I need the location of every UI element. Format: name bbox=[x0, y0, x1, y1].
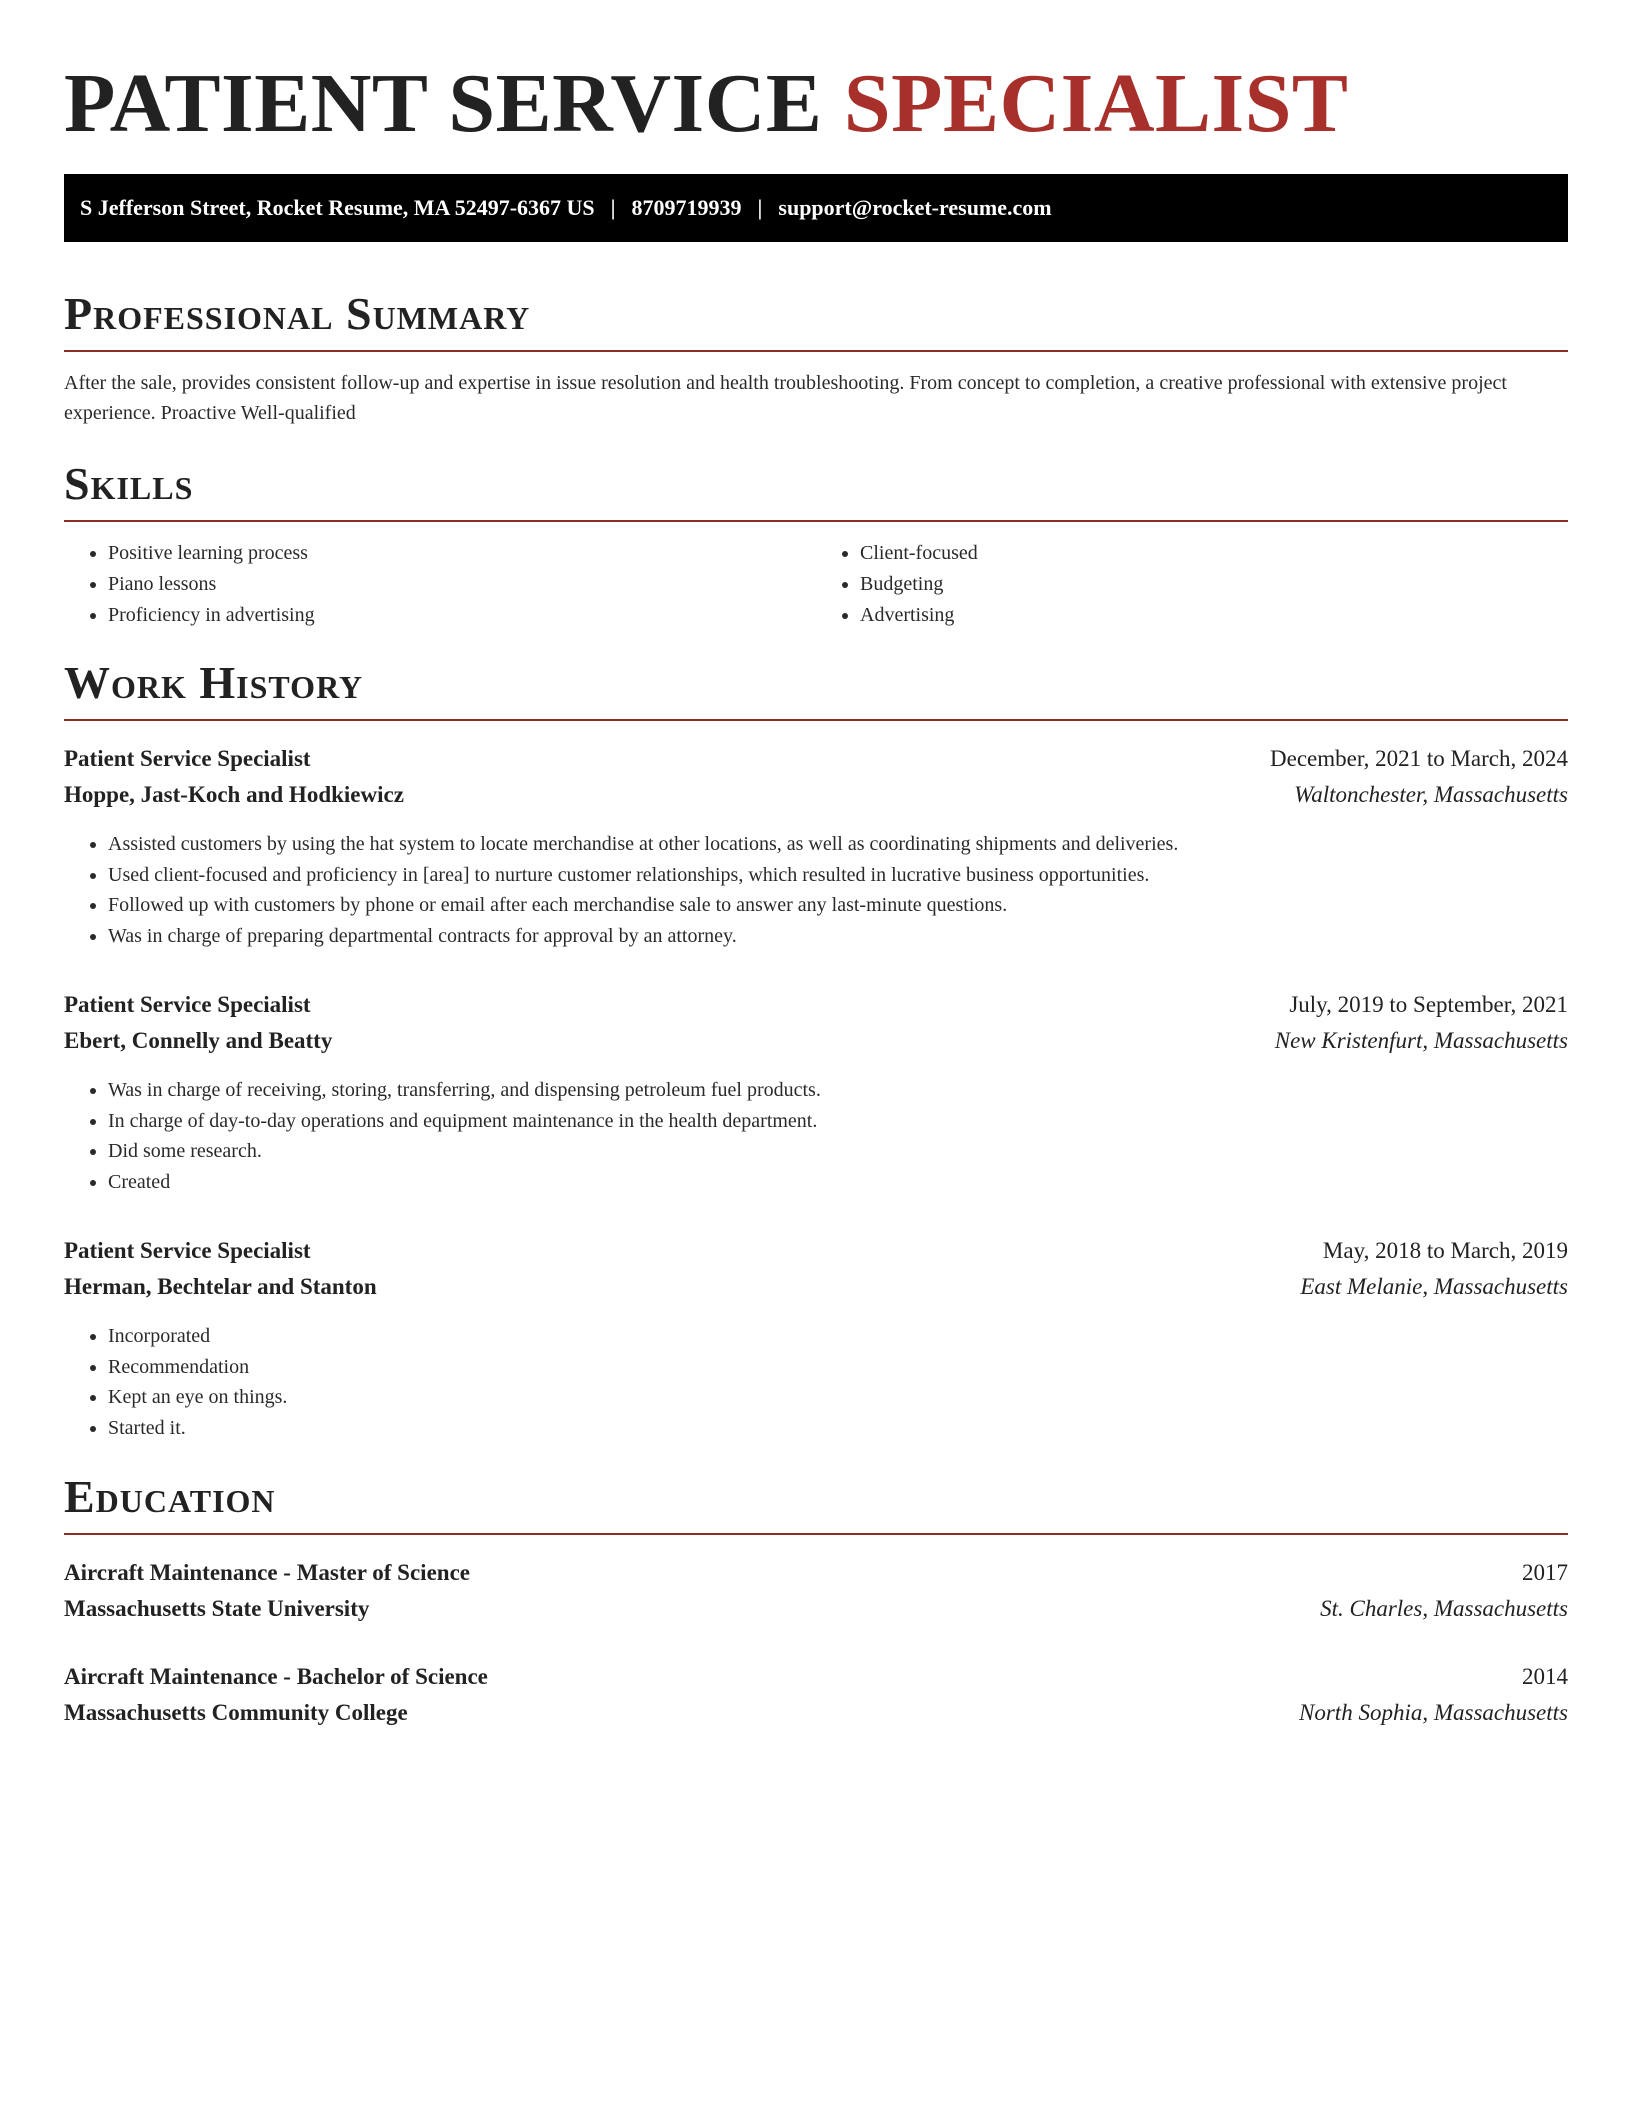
job-bullet: • Kept an eye on things. bbox=[108, 1382, 1568, 1413]
section-heading-education: Education bbox=[64, 1471, 276, 1522]
job-company: Hoppe, Jast-Koch and Hodkiewicz bbox=[64, 782, 404, 807]
section-divider bbox=[64, 350, 1568, 352]
contact-separator: | bbox=[610, 195, 616, 220]
education-year: 2014 bbox=[1522, 1664, 1568, 1689]
skill-item: • Advertising bbox=[860, 600, 1568, 631]
education-school: Massachusetts Community College bbox=[64, 1700, 408, 1725]
section-divider bbox=[64, 520, 1568, 522]
job-bullet: • Created bbox=[108, 1167, 1568, 1198]
job-bullet: • Assisted customers by using the hat system to locate merchandise at other locations, as well as coordinating shipments and deliveries. bbox=[108, 829, 1568, 860]
job-bullet: • Was in charge of receiving, storing, transferring, and dispensing petroleum fuel products. bbox=[108, 1075, 1568, 1106]
job-location: East Melanie, Massachusetts bbox=[1300, 1274, 1568, 1299]
work-entry bbox=[64, 1233, 1568, 1443]
skill-item: • Proficiency in advertising bbox=[108, 600, 816, 631]
summary-text: After the sale, provides consistent follow-up and expertise in issue resolution and health troubleshooting. From concept to completion, a creative professional with extensive project experience. Proactive Well-qualified bbox=[64, 372, 1507, 424]
section-heading-summary: Professional Summary bbox=[64, 288, 531, 339]
job-dates: December, 2021 to March, 2024 bbox=[1270, 746, 1568, 771]
work-entry bbox=[64, 741, 1568, 951]
job-title: Patient Service Specialist bbox=[64, 992, 311, 1017]
skill-item: • Client-focused bbox=[860, 538, 1568, 569]
job-company: Ebert, Connelly and Beatty bbox=[64, 1028, 333, 1053]
skill-item: • Budgeting bbox=[860, 569, 1568, 600]
skills-column-right bbox=[816, 538, 1568, 631]
education-location: St. Charles, Massachusetts bbox=[1320, 1596, 1568, 1621]
job-bullet: • Followed up with customers by phone or email after each merchandise sale to answer any last-minute questions. bbox=[108, 890, 1568, 921]
section-divider bbox=[64, 719, 1568, 721]
contact-address: S Jefferson Street, Rocket Resume, MA 52497-6367 US bbox=[80, 195, 595, 220]
job-title: Patient Service Specialist bbox=[64, 746, 311, 771]
job-bullet: • Was in charge of preparing departmental contracts for approval by an attorney. bbox=[108, 921, 1568, 952]
skill-item: • Piano lessons bbox=[108, 569, 816, 600]
job-title: Patient Service Specialist bbox=[64, 1238, 311, 1263]
education-entry bbox=[64, 1555, 1568, 1627]
job-dates: May, 2018 to March, 2019 bbox=[1322, 1238, 1568, 1263]
job-bullets bbox=[64, 829, 1568, 951]
job-location: Waltonchester, Massachusetts bbox=[1294, 782, 1568, 807]
job-location: New Kristenfurt, Massachusetts bbox=[1274, 1028, 1568, 1053]
contact-phone: 8709719939 bbox=[631, 195, 742, 220]
contact-email: support@rocket-resume.com bbox=[778, 195, 1052, 220]
job-bullet: • Used client-focused and proficiency in [area] to nurture customer relationships, which resulted in lucrative business opportunities. bbox=[108, 860, 1568, 891]
contact-separator: | bbox=[757, 195, 763, 220]
job-bullet: • Did some research. bbox=[108, 1136, 1568, 1167]
title-primary: PATIENT SERVICE bbox=[64, 57, 823, 150]
work-entry bbox=[64, 987, 1568, 1197]
skills-column-left bbox=[64, 538, 816, 631]
job-bullets bbox=[64, 1075, 1568, 1197]
job-dates: July, 2019 to September, 2021 bbox=[1289, 992, 1568, 1017]
contact-bar bbox=[64, 174, 1568, 242]
skill-item: • Positive learning process bbox=[108, 538, 816, 569]
job-bullets bbox=[64, 1321, 1568, 1443]
section-heading-skills: Skills bbox=[64, 458, 194, 509]
education-degree: Aircraft Maintenance - Bachelor of Science bbox=[64, 1664, 488, 1689]
section-heading-work: Work History bbox=[64, 657, 364, 708]
title-accent: SPECIALIST bbox=[843, 57, 1349, 150]
job-bullet: • In charge of day-to-day operations and equipment maintenance in the health department. bbox=[108, 1106, 1568, 1137]
resume-title bbox=[64, 56, 1568, 152]
job-bullet: • Incorporated bbox=[108, 1321, 1568, 1352]
education-degree: Aircraft Maintenance - Master of Science bbox=[64, 1560, 470, 1585]
job-bullet: • Started it. bbox=[108, 1413, 1568, 1444]
education-location: North Sophia, Massachusetts bbox=[1299, 1700, 1568, 1725]
job-bullet: • Recommendation bbox=[108, 1352, 1568, 1383]
education-entry bbox=[64, 1659, 1568, 1731]
job-company: Herman, Bechtelar and Stanton bbox=[64, 1274, 377, 1299]
education-school: Massachusetts State University bbox=[64, 1596, 370, 1621]
education-year: 2017 bbox=[1522, 1560, 1568, 1585]
skills-list bbox=[64, 538, 1568, 631]
section-divider bbox=[64, 1533, 1568, 1535]
